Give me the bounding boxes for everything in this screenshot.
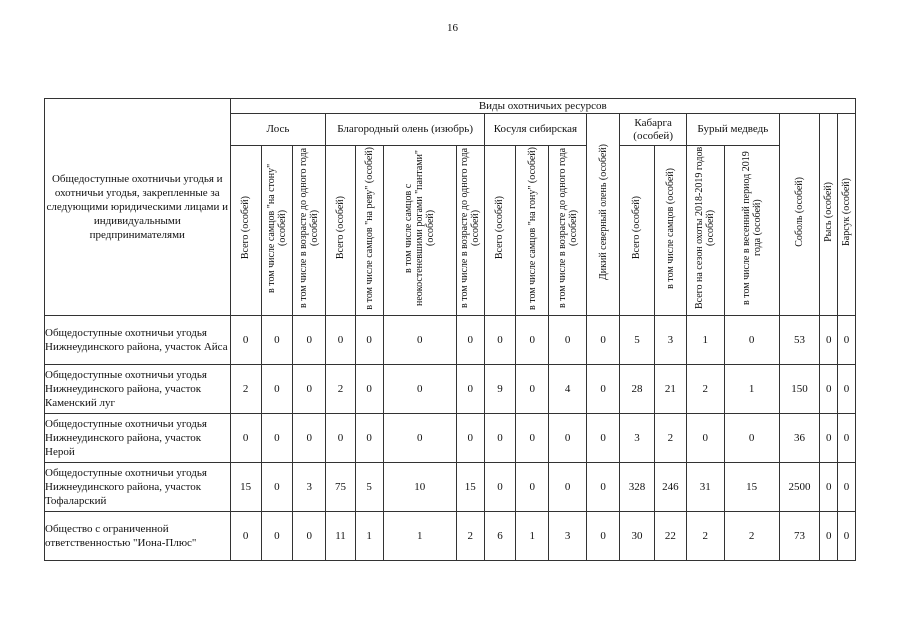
- table-cell: 0: [724, 316, 779, 365]
- table-cell: 5: [620, 316, 654, 365]
- table-cell: 2500: [779, 463, 820, 512]
- col-moose-total: Всего (особей): [230, 146, 261, 316]
- table-cell: 2: [724, 512, 779, 561]
- table-cell: 0: [261, 316, 292, 365]
- species-header: Виды охотничьих ресурсов: [230, 99, 855, 114]
- col-bear-spring: в том числе в весенний период 2019 года (особей): [724, 146, 779, 316]
- col-wild-reindeer: Дикий северный олень (особей): [586, 114, 619, 316]
- table-cell: 0: [516, 365, 549, 414]
- hunting-resources-table: [44, 98, 856, 561]
- table-cell: 0: [484, 316, 515, 365]
- table-cell: 0: [838, 316, 856, 365]
- table-cell: 3: [293, 463, 326, 512]
- table-cell: 0: [456, 365, 484, 414]
- table-cell: 0: [586, 316, 619, 365]
- table-cell: 0: [293, 512, 326, 561]
- table-cell: 0: [261, 365, 292, 414]
- table-cell: 1: [355, 512, 383, 561]
- table-cell: 0: [456, 414, 484, 463]
- table-cell: 0: [820, 365, 838, 414]
- table-cell: 0: [230, 316, 261, 365]
- col-badger: Барсук (особей): [838, 114, 856, 316]
- table-cell: 53: [779, 316, 820, 365]
- table-row: [45, 512, 856, 561]
- table-cell: 0: [838, 365, 856, 414]
- table-cell: 9: [484, 365, 515, 414]
- table-cell: 0: [261, 414, 292, 463]
- table-cell: 75: [326, 463, 355, 512]
- table-cell: 2: [686, 365, 724, 414]
- table-cell: 0: [326, 316, 355, 365]
- col-muskdeer-males: в том числе самцов (особей): [654, 146, 686, 316]
- table-cell: 0: [820, 414, 838, 463]
- table-cell: 0: [293, 365, 326, 414]
- table-cell: 6: [484, 512, 515, 561]
- table-cell: 0: [724, 414, 779, 463]
- table-cell: 15: [724, 463, 779, 512]
- table-cell: 10: [383, 463, 456, 512]
- table-cell: 0: [549, 463, 587, 512]
- col-moose-young: в том числе в возрасте до одного года (особей): [293, 146, 326, 316]
- table-cell: 0: [456, 316, 484, 365]
- col-roedeer-young: в том числе в возрасте до одного года (особей): [549, 146, 587, 316]
- table-cell: 0: [355, 414, 383, 463]
- table-cell: 11: [326, 512, 355, 561]
- table-cell: 0: [586, 414, 619, 463]
- table-cell: 5: [355, 463, 383, 512]
- page-number: 16: [447, 22, 458, 34]
- col-lynx: Рысь (особей): [820, 114, 838, 316]
- table-cell: 150: [779, 365, 820, 414]
- table-cell: 0: [820, 512, 838, 561]
- table-cell: 0: [293, 414, 326, 463]
- table-cell: 0: [383, 365, 456, 414]
- table-cell: 0: [383, 316, 456, 365]
- table-cell: 0: [230, 512, 261, 561]
- table-cell: 0: [838, 463, 856, 512]
- row-organization-name: Общедоступные охотничьи угодья Нижнеудинского района, участок Каменский луг: [45, 365, 231, 414]
- group-roe-deer: Косуля сибирская: [484, 114, 586, 146]
- table-cell: 15: [230, 463, 261, 512]
- table-cell: 328: [620, 463, 654, 512]
- table-cell: 0: [686, 414, 724, 463]
- table-cell: 2: [326, 365, 355, 414]
- row-organization-name: Общедоступные охотничьи угодья Нижнеудинского района, участок Нерой: [45, 414, 231, 463]
- table-cell: 0: [230, 414, 261, 463]
- table-cell: 1: [516, 512, 549, 561]
- org-column-header: Общедоступные охотничьи угодья и охотничьи угодья, закрепленные за следующими юридическими лицами и индивидуальными предпринимателями: [45, 99, 231, 316]
- col-muskdeer-total: Всего (особей): [620, 146, 654, 316]
- table-cell: 31: [686, 463, 724, 512]
- table-cell: 0: [838, 414, 856, 463]
- row-organization-name: Общедоступные охотничьи угодья Нижнеудинского района, участок Айса: [45, 316, 231, 365]
- table-cell: 0: [293, 316, 326, 365]
- table-cell: 36: [779, 414, 820, 463]
- table-cell: 1: [686, 316, 724, 365]
- table-cell: 21: [654, 365, 686, 414]
- col-reddeer-males: в том числе самцов "на реву" (особей): [355, 146, 383, 316]
- table-cell: 15: [456, 463, 484, 512]
- table-cell: 0: [484, 463, 515, 512]
- table-cell: 73: [779, 512, 820, 561]
- table-row: [45, 365, 856, 414]
- table-cell: 0: [516, 463, 549, 512]
- group-musk-deer: Кабарга (особей): [620, 114, 687, 146]
- table-cell: 2: [654, 414, 686, 463]
- table-cell: 4: [549, 365, 587, 414]
- table-cell: 0: [516, 414, 549, 463]
- table-cell: 0: [586, 365, 619, 414]
- table-cell: 0: [355, 365, 383, 414]
- row-organization-name: Общество с ограниченной ответственностью "Иона-Плюс": [45, 512, 231, 561]
- table-cell: 0: [838, 512, 856, 561]
- table-cell: 3: [654, 316, 686, 365]
- table-cell: 0: [261, 463, 292, 512]
- col-reddeer-total: Всего (особей): [326, 146, 355, 316]
- col-roedeer-total: Всего (особей): [484, 146, 515, 316]
- table-cell: 1: [724, 365, 779, 414]
- row-organization-name: Общедоступные охотничьи угодья Нижнеудинского района, участок Тофаларский: [45, 463, 231, 512]
- group-moose: Лось: [230, 114, 326, 146]
- table-cell: 0: [484, 414, 515, 463]
- group-red-deer: Благородный олень (изюбрь): [326, 114, 484, 146]
- table-cell: 0: [261, 512, 292, 561]
- table-cell: 0: [383, 414, 456, 463]
- table-cell: 0: [820, 463, 838, 512]
- col-reddeer-young: в том числе в возрасте до одного года (особей): [456, 146, 484, 316]
- table-cell: 0: [586, 512, 619, 561]
- table-cell: 0: [326, 414, 355, 463]
- table-cell: 30: [620, 512, 654, 561]
- table-cell: 0: [820, 316, 838, 365]
- table-cell: 22: [654, 512, 686, 561]
- table-cell: 28: [620, 365, 654, 414]
- table-cell: 2: [230, 365, 261, 414]
- table-cell: 0: [549, 414, 587, 463]
- table-cell: 3: [620, 414, 654, 463]
- table-cell: 246: [654, 463, 686, 512]
- table-cell: 0: [355, 316, 383, 365]
- group-brown-bear: Бурый медведь: [686, 114, 779, 146]
- col-roedeer-males: в том числе самцов "на гону" (особей): [516, 146, 549, 316]
- table-cell: 0: [586, 463, 619, 512]
- table-cell: 1: [383, 512, 456, 561]
- col-sable: Соболь (особей): [779, 114, 820, 316]
- table-cell: 0: [516, 316, 549, 365]
- col-moose-males: в том числе самцов "на стону" (особей): [261, 146, 292, 316]
- table-cell: 2: [456, 512, 484, 561]
- table-row: [45, 316, 856, 365]
- table-cell: 3: [549, 512, 587, 561]
- table-row: [45, 414, 856, 463]
- table-cell: 0: [549, 316, 587, 365]
- col-bear-season: Всего на сезон охоты 2018-2019 годов (особей): [686, 146, 724, 316]
- table-body: [45, 316, 856, 561]
- col-reddeer-pantami: в том числе самцов с неокостеневшими рогами "пантами" (особей): [383, 146, 456, 316]
- table-row: [45, 463, 856, 512]
- table-cell: 2: [686, 512, 724, 561]
